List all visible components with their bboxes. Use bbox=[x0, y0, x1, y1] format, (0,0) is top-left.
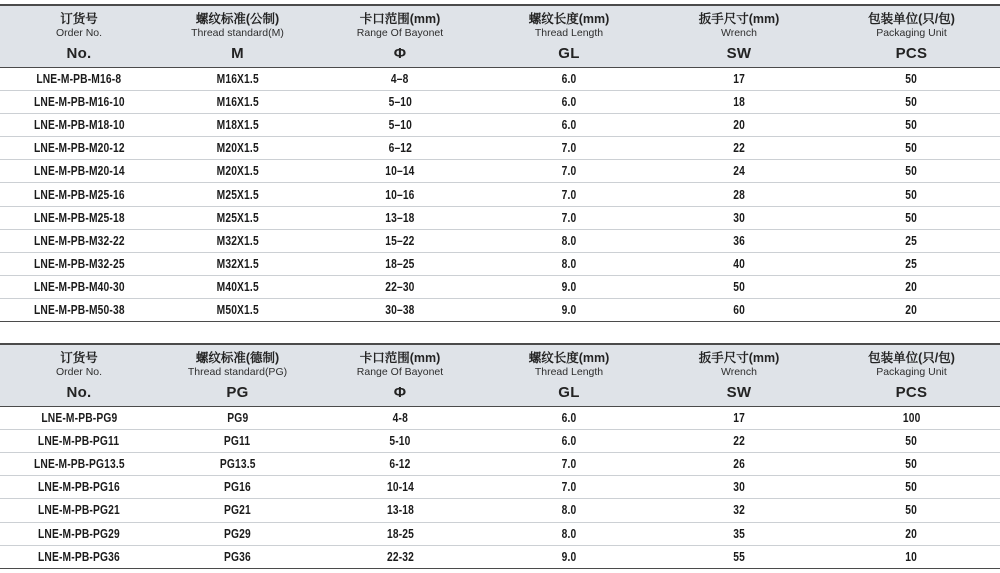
column-header bbox=[0, 12, 158, 67]
table-cell bbox=[317, 501, 483, 519]
table-row bbox=[0, 183, 1000, 206]
cell-value: 9.0 bbox=[561, 279, 577, 294]
table-cell bbox=[317, 139, 483, 157]
column-abbr: SW bbox=[726, 45, 752, 63]
table-cell bbox=[823, 209, 1000, 227]
cell-value: 55 bbox=[733, 549, 745, 564]
table-cell bbox=[655, 186, 823, 204]
table-cell bbox=[0, 162, 158, 180]
table-row bbox=[0, 160, 1000, 183]
cell-value: 6.0 bbox=[561, 434, 577, 449]
cell-value: 30 bbox=[733, 210, 745, 225]
cell-value: PG11 bbox=[224, 434, 251, 449]
table-row bbox=[0, 253, 1000, 276]
table-cell bbox=[483, 255, 655, 273]
cell-value: 8.0 bbox=[561, 503, 577, 518]
cell-value: 24 bbox=[733, 164, 745, 179]
table-cell bbox=[823, 478, 1000, 496]
cell-value: 50 bbox=[905, 210, 918, 225]
cell-value: 50 bbox=[905, 187, 918, 202]
column-header bbox=[483, 12, 655, 67]
table-row bbox=[0, 299, 1000, 322]
cell-value: 18–25 bbox=[385, 256, 415, 271]
column-title-en: Order No. bbox=[55, 366, 103, 379]
cell-value: LNE-M-PB-M18-10 bbox=[33, 118, 125, 133]
table-cell bbox=[158, 432, 317, 450]
table-header bbox=[0, 4, 1000, 68]
cell-value: M50X1.5 bbox=[216, 302, 259, 317]
cell-value: M25X1.5 bbox=[216, 187, 259, 202]
table-cell bbox=[483, 548, 655, 566]
table-body bbox=[0, 68, 1000, 322]
table-cell bbox=[0, 455, 158, 473]
cell-value: LNE-M-PB-M25-18 bbox=[33, 210, 125, 225]
cell-value: 7.0 bbox=[561, 210, 577, 225]
cell-value: M25X1.5 bbox=[216, 210, 259, 225]
cell-value: 5–10 bbox=[388, 95, 412, 110]
column-title-en: Packaging Unit bbox=[876, 27, 947, 40]
cell-value: 50 bbox=[733, 279, 745, 294]
column-title-en: Range Of Bayonet bbox=[356, 366, 444, 379]
table-cell bbox=[655, 209, 823, 227]
table-cell bbox=[483, 432, 655, 450]
table-cell bbox=[158, 232, 317, 250]
cell-value: 22 bbox=[733, 434, 745, 449]
cell-value: LNE-M-PB-PG21 bbox=[38, 503, 120, 518]
cell-value: 18-25 bbox=[386, 526, 414, 541]
table-cell bbox=[0, 186, 158, 204]
cell-value: LNE-M-PB-M20-14 bbox=[33, 164, 125, 179]
table-cell bbox=[823, 139, 1000, 157]
cell-value: PG16 bbox=[224, 480, 251, 495]
cell-value: 50 bbox=[905, 95, 918, 110]
table-cell bbox=[655, 409, 823, 427]
cell-value: 22-32 bbox=[386, 549, 414, 564]
column-title-zh: 订货号 bbox=[60, 351, 98, 366]
table-row bbox=[0, 91, 1000, 114]
table-cell bbox=[158, 116, 317, 134]
cell-value: LNE-M-PB-PG13.5 bbox=[33, 457, 125, 472]
cell-value: 8.0 bbox=[561, 526, 577, 541]
table-cell bbox=[483, 186, 655, 204]
table-cell bbox=[158, 548, 317, 566]
table-cell bbox=[655, 548, 823, 566]
table-cell bbox=[823, 525, 1000, 543]
table-cell bbox=[0, 301, 158, 319]
cell-value: 20 bbox=[905, 526, 918, 541]
table-cell bbox=[0, 548, 158, 566]
table-cell bbox=[483, 162, 655, 180]
column-abbr: Φ bbox=[393, 384, 407, 402]
table-cell bbox=[655, 478, 823, 496]
table-row bbox=[0, 430, 1000, 453]
table-cell bbox=[158, 93, 317, 111]
cell-value: LNE-M-PB-M50-38 bbox=[33, 302, 125, 317]
cell-value: LNE-M-PB-PG11 bbox=[38, 434, 120, 449]
cell-value: 30–38 bbox=[385, 302, 415, 317]
table-cell bbox=[317, 70, 483, 88]
column-header bbox=[483, 351, 655, 406]
cell-value: M20X1.5 bbox=[216, 164, 259, 179]
cell-value: M16X1.5 bbox=[216, 95, 259, 110]
column-abbr: No. bbox=[66, 45, 92, 63]
cell-value: 13-18 bbox=[386, 503, 414, 518]
table-cell bbox=[0, 70, 158, 88]
table-cell bbox=[655, 301, 823, 319]
cell-value: 100 bbox=[902, 411, 921, 426]
table-cell bbox=[0, 139, 158, 157]
column-title-zh: 卡口范围(mm) bbox=[359, 351, 441, 366]
table-cell bbox=[823, 455, 1000, 473]
table-row bbox=[0, 68, 1000, 91]
table-cell bbox=[317, 301, 483, 319]
cell-value: LNE-M-PB-M16-10 bbox=[33, 95, 125, 110]
cell-value: LNE-M-PB-PG9 bbox=[40, 411, 118, 426]
column-title-en: Range Of Bayonet bbox=[356, 27, 444, 40]
table-cell bbox=[655, 278, 823, 296]
cell-value: LNE-M-PB-M40-30 bbox=[33, 279, 125, 294]
column-header bbox=[823, 12, 1000, 67]
table-cell bbox=[158, 525, 317, 543]
cell-value: 5-10 bbox=[389, 434, 411, 449]
column-title-en: Wrench bbox=[721, 27, 757, 40]
cell-value: 7.0 bbox=[561, 457, 577, 472]
table-cell bbox=[655, 432, 823, 450]
table-cell bbox=[158, 301, 317, 319]
cell-value: LNE-M-PB-M16-8 bbox=[36, 72, 122, 87]
cell-value: 22–30 bbox=[385, 279, 415, 294]
table-cell bbox=[823, 432, 1000, 450]
table-cell bbox=[317, 548, 483, 566]
cell-value: LNE-M-PB-PG36 bbox=[38, 549, 120, 564]
cell-value: 17 bbox=[733, 411, 745, 426]
table-cell bbox=[655, 455, 823, 473]
table-cell bbox=[483, 70, 655, 88]
column-abbr: No. bbox=[66, 384, 92, 402]
cell-value: 20 bbox=[733, 118, 745, 133]
column-abbr: Φ bbox=[393, 45, 407, 63]
column-title-en: Thread standard(M) bbox=[191, 27, 284, 40]
cell-value: 10–14 bbox=[385, 164, 415, 179]
table-cell bbox=[823, 162, 1000, 180]
table-cell bbox=[483, 139, 655, 157]
column-header bbox=[158, 12, 317, 67]
cell-value: PG36 bbox=[224, 549, 251, 564]
table-cell bbox=[0, 525, 158, 543]
table-cell bbox=[0, 501, 158, 519]
cell-value: 36 bbox=[733, 233, 745, 248]
cell-value: M18X1.5 bbox=[216, 118, 259, 133]
table-cell bbox=[655, 162, 823, 180]
table-cell bbox=[158, 209, 317, 227]
column-abbr: PG bbox=[226, 384, 249, 402]
cell-value: 26 bbox=[733, 457, 745, 472]
table-cell bbox=[823, 548, 1000, 566]
table-cell bbox=[158, 409, 317, 427]
table-cell bbox=[0, 93, 158, 111]
column-title-zh: 螺纹标准(公制) bbox=[195, 12, 280, 26]
table-cell bbox=[317, 186, 483, 204]
column-abbr: PCS bbox=[895, 384, 928, 402]
table-cell bbox=[823, 409, 1000, 427]
cell-value: LNE-M-PB-PG16 bbox=[38, 480, 120, 495]
table-cell bbox=[0, 116, 158, 134]
column-header bbox=[317, 351, 483, 406]
cell-value: 8.0 bbox=[561, 256, 577, 271]
cell-value: M20X1.5 bbox=[216, 141, 259, 156]
cell-value: PG9 bbox=[226, 411, 249, 426]
table-cell bbox=[317, 209, 483, 227]
column-title-en: Packaging Unit bbox=[876, 366, 947, 379]
cell-value: 5–10 bbox=[388, 118, 412, 133]
table-row bbox=[0, 276, 1000, 299]
table-cell bbox=[823, 278, 1000, 296]
column-title-zh: 螺纹标准(德制) bbox=[195, 351, 280, 366]
cell-value: PG29 bbox=[224, 526, 251, 541]
cell-value: 7.0 bbox=[561, 164, 577, 179]
table-cell bbox=[483, 501, 655, 519]
table-cell bbox=[158, 70, 317, 88]
cell-value: 50 bbox=[905, 141, 918, 156]
table-cell bbox=[0, 209, 158, 227]
column-title-zh: 螺纹长度(mm) bbox=[528, 351, 610, 366]
cell-value: 10 bbox=[905, 549, 918, 564]
metric-thread-table bbox=[0, 4, 1000, 322]
column-title-zh: 卡口范围(mm) bbox=[359, 12, 441, 26]
column-title-zh: 扳手尺寸(mm) bbox=[698, 351, 780, 366]
cell-value: M16X1.5 bbox=[216, 72, 259, 87]
table-cell bbox=[823, 255, 1000, 273]
column-header bbox=[0, 351, 158, 406]
table-row bbox=[0, 499, 1000, 522]
column-title-en: Order No. bbox=[55, 27, 103, 40]
cell-value: 32 bbox=[733, 503, 745, 518]
cell-value: 35 bbox=[733, 526, 745, 541]
cell-value: 28 bbox=[733, 187, 745, 202]
cell-value: 6.0 bbox=[561, 411, 577, 426]
cell-value: LNE-M-PB-M25-16 bbox=[33, 187, 125, 202]
table-cell bbox=[823, 501, 1000, 519]
table-cell bbox=[483, 478, 655, 496]
cell-value: 8.0 bbox=[561, 233, 577, 248]
table-cell bbox=[317, 162, 483, 180]
cell-value: 18 bbox=[733, 95, 745, 110]
table-cell bbox=[655, 501, 823, 519]
cell-value: 20 bbox=[905, 279, 918, 294]
column-title-en: Thread standard(PG) bbox=[187, 366, 288, 379]
cell-value: 25 bbox=[905, 233, 918, 248]
cell-value: 22 bbox=[733, 141, 745, 156]
table-header bbox=[0, 343, 1000, 407]
cell-value: 4-8 bbox=[392, 411, 408, 426]
cell-value: 6-12 bbox=[389, 457, 411, 472]
table-cell bbox=[655, 70, 823, 88]
cell-value: 20 bbox=[905, 302, 918, 317]
table-body bbox=[0, 407, 1000, 569]
column-title-zh: 扳手尺寸(mm) bbox=[698, 12, 780, 26]
table-cell bbox=[655, 116, 823, 134]
column-abbr: PCS bbox=[895, 45, 928, 63]
column-header bbox=[158, 351, 317, 406]
cell-value: LNE-M-PB-M32-22 bbox=[33, 233, 125, 248]
table-cell bbox=[655, 139, 823, 157]
column-abbr: GL bbox=[558, 45, 580, 63]
table-cell bbox=[655, 93, 823, 111]
cell-value: LNE-M-PB-M32-25 bbox=[33, 256, 125, 271]
table-cell bbox=[0, 255, 158, 273]
cell-value: M40X1.5 bbox=[216, 279, 259, 294]
cell-value: 13–18 bbox=[385, 210, 415, 225]
table-cell bbox=[823, 301, 1000, 319]
column-title-zh: 订货号 bbox=[60, 12, 98, 26]
cell-value: 60 bbox=[733, 302, 745, 317]
cell-value: 50 bbox=[905, 434, 918, 449]
cell-value: 17 bbox=[733, 72, 745, 87]
column-header bbox=[655, 351, 823, 406]
pg-thread-table bbox=[0, 343, 1000, 569]
cell-value: 25 bbox=[905, 256, 918, 271]
column-abbr: M bbox=[231, 45, 244, 63]
cell-value: 50 bbox=[905, 72, 918, 87]
table-cell bbox=[158, 478, 317, 496]
table-cell bbox=[317, 409, 483, 427]
cell-value: LNE-M-PB-M20-12 bbox=[33, 141, 125, 156]
table-cell bbox=[823, 232, 1000, 250]
table-cell bbox=[483, 525, 655, 543]
cell-value: 7.0 bbox=[561, 480, 577, 495]
cell-value: 30 bbox=[733, 480, 745, 495]
table-cell bbox=[317, 525, 483, 543]
cell-value: 9.0 bbox=[561, 549, 577, 564]
table-cell bbox=[317, 432, 483, 450]
table-row bbox=[0, 453, 1000, 476]
table-cell bbox=[483, 301, 655, 319]
cell-value: 7.0 bbox=[561, 187, 577, 202]
table-row bbox=[0, 207, 1000, 230]
table-cell bbox=[158, 255, 317, 273]
table-cell bbox=[655, 255, 823, 273]
table-row bbox=[0, 546, 1000, 569]
column-header bbox=[823, 351, 1000, 406]
table-cell bbox=[483, 93, 655, 111]
table-cell bbox=[158, 186, 317, 204]
table-cell bbox=[0, 278, 158, 296]
table-cell bbox=[0, 409, 158, 427]
column-header bbox=[317, 12, 483, 67]
table-cell bbox=[317, 116, 483, 134]
cell-value: PG21 bbox=[224, 503, 251, 518]
column-title-en: Wrench bbox=[721, 366, 757, 379]
cell-value: 10–16 bbox=[385, 187, 415, 202]
table-cell bbox=[823, 93, 1000, 111]
table-row bbox=[0, 137, 1000, 160]
cell-value: 50 bbox=[905, 457, 918, 472]
table-cell bbox=[317, 478, 483, 496]
table-row bbox=[0, 523, 1000, 546]
table-cell bbox=[158, 162, 317, 180]
table-cell bbox=[655, 232, 823, 250]
column-abbr: GL bbox=[558, 384, 580, 402]
table-row bbox=[0, 407, 1000, 430]
table-cell bbox=[483, 209, 655, 227]
table-cell bbox=[158, 139, 317, 157]
column-header bbox=[655, 12, 823, 67]
table-cell bbox=[317, 93, 483, 111]
table-cell bbox=[483, 455, 655, 473]
table-cell bbox=[823, 186, 1000, 204]
cell-value: 6–12 bbox=[388, 141, 412, 156]
table-row bbox=[0, 114, 1000, 137]
table-cell bbox=[317, 455, 483, 473]
table-cell bbox=[823, 70, 1000, 88]
cell-value: 50 bbox=[905, 503, 918, 518]
cell-value: 6.0 bbox=[561, 72, 577, 87]
cell-value: M32X1.5 bbox=[216, 233, 259, 248]
table-row bbox=[0, 230, 1000, 253]
cell-value: 9.0 bbox=[561, 302, 577, 317]
column-title-zh: 包装单位(只/包) bbox=[868, 351, 955, 366]
table-cell bbox=[483, 409, 655, 427]
table-cell bbox=[0, 478, 158, 496]
table-cell bbox=[483, 232, 655, 250]
cell-value: M32X1.5 bbox=[216, 256, 259, 271]
cell-value: 4–8 bbox=[391, 72, 409, 87]
table-cell bbox=[158, 501, 317, 519]
column-abbr: SW bbox=[726, 384, 752, 402]
table-row bbox=[0, 476, 1000, 499]
cell-value: 40 bbox=[733, 256, 745, 271]
table-cell bbox=[158, 455, 317, 473]
cell-value: 50 bbox=[905, 480, 918, 495]
cell-value: LNE-M-PB-PG29 bbox=[38, 526, 120, 541]
table-cell bbox=[0, 232, 158, 250]
cell-value: 6.0 bbox=[561, 95, 577, 110]
cell-value: 7.0 bbox=[561, 141, 577, 156]
table-cell bbox=[158, 278, 317, 296]
column-title-zh: 螺纹长度(mm) bbox=[528, 12, 610, 26]
table-cell bbox=[483, 278, 655, 296]
cell-value: 10-14 bbox=[386, 480, 414, 495]
column-title-en: Thread Length bbox=[534, 366, 604, 379]
column-title-zh: 包装单位(只/包) bbox=[868, 12, 955, 26]
table-cell bbox=[483, 116, 655, 134]
table-cell bbox=[655, 525, 823, 543]
cell-value: 6.0 bbox=[561, 118, 577, 133]
column-title-en: Thread Length bbox=[534, 27, 604, 40]
cell-value: 15–22 bbox=[385, 233, 415, 248]
cell-value: PG13.5 bbox=[219, 457, 256, 472]
table-cell bbox=[317, 232, 483, 250]
table-cell bbox=[317, 278, 483, 296]
cell-value: 50 bbox=[905, 164, 918, 179]
table-cell bbox=[317, 255, 483, 273]
table-cell bbox=[0, 432, 158, 450]
cell-value: 50 bbox=[905, 118, 918, 133]
table-cell bbox=[823, 116, 1000, 134]
